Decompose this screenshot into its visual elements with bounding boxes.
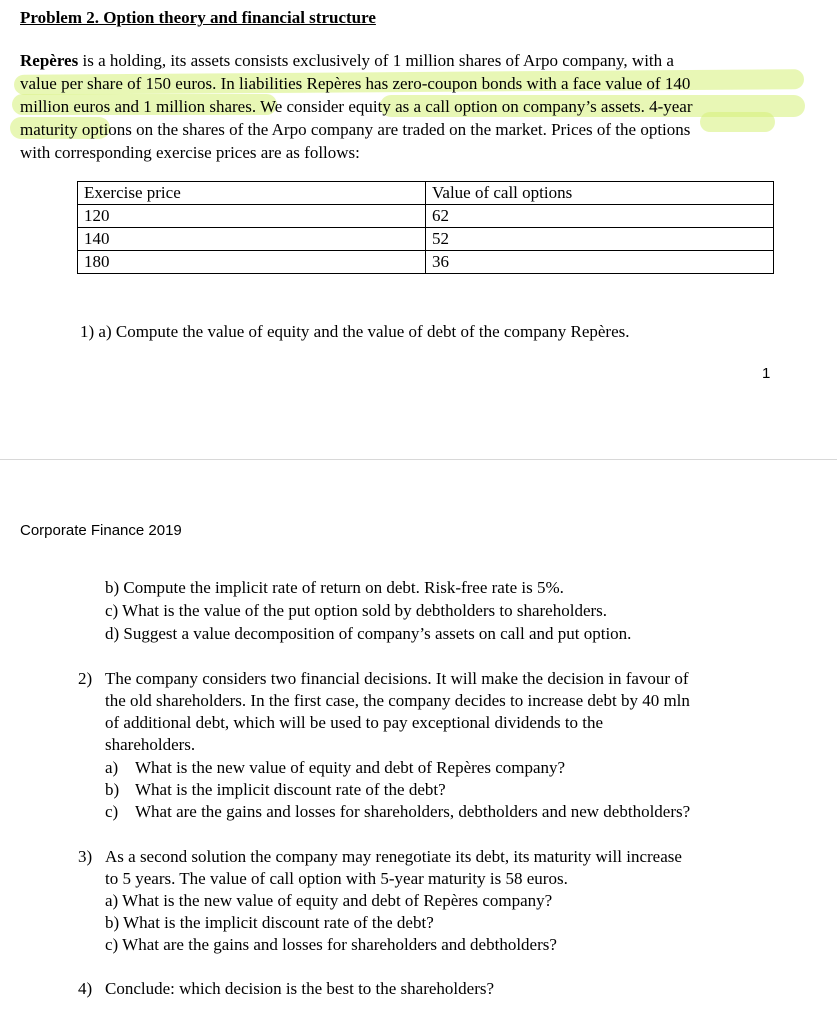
options-table [77,181,774,274]
table-cell: 120 [78,205,426,228]
table-header-cell: Exercise price [78,182,426,205]
page-divider [0,459,837,460]
table-cell: 180 [78,251,426,274]
highlight-mark [700,112,775,132]
question-line: Conclude: which decision is the best to the shareholders? [105,979,495,998]
question-line: The company considers two financial decisions. It will make the decision in favour of [105,669,689,688]
table-row [78,228,774,251]
company-name: Repères [20,51,79,70]
page-number: 1 [762,365,771,382]
intro-text: maturity options on the shares of the Arpo company are traded on the market. Prices of the options [20,120,691,139]
table-cell: 36 [426,251,774,274]
question-1b: b) Compute the implicit rate of return on debt. Risk-free rate is 5%. [105,578,564,597]
sub-label: c) [105,802,119,821]
question-line: c) What are the gains and losses for shareholders and debtholders? [105,935,557,954]
question-number: 4) [78,979,93,998]
question-1c: c) What is the value of the put option sold by debtholders to shareholders. [105,601,608,620]
table-cell: 62 [426,205,774,228]
intro-text: value per share of 150 euros. In liabilities Repères has zero-coupon bonds with a face value of 140 [20,74,691,93]
question-line: to 5 years. The value of call option with 5-year maturity is 58 euros. [105,869,568,888]
question-line: As a second solution the company may renegotiate its debt, its maturity will increase [105,847,682,866]
intro-line [20,141,360,164]
question-line: of additional debt, which will be used to pay exceptional dividends to the [105,713,604,732]
intro-text: million euros and 1 million shares. We consider equity as a call option on company’s assets. 4-year [20,97,693,116]
table-cell: 52 [426,228,774,251]
table-row [78,205,774,228]
intro-text: with corresponding exercise prices are as follows: [20,143,360,162]
page-header: Corporate Finance 2019 [20,522,182,539]
sub-label: b) [105,780,120,799]
sub-question: What are the gains and losses for shareholders, debtholders and new debtholders? [135,802,691,821]
intro-line [20,118,690,141]
question-line: a) What is the new value of equity and debt of Repères company? [105,891,553,910]
question-line: shareholders. [105,735,196,754]
problem-title: Problem 2. Option theory and financial structure [20,8,376,27]
question-1a: 1) a) Compute the value of equity and the value of debt of the company Repères. [80,322,630,341]
intro-line [20,49,674,72]
table-header-row [78,182,774,205]
intro-line [20,95,693,118]
question-line: the old shareholders. In the first case, the company decides to increase debt by 40 mln [105,691,690,710]
sub-question: What is the new value of equity and debt of Repères company? [135,758,566,777]
sub-question: What is the implicit discount rate of the debt? [135,780,446,799]
table-cell: 140 [78,228,426,251]
question-number: 3) [78,847,93,866]
intro-line [20,72,690,95]
intro-text: is a holding, its assets consists exclusively of 1 million shares of Arpo company, with a [78,51,674,70]
question-1d: d) Suggest a value decomposition of company’s assets on call and put option. [105,624,632,643]
question-line: b) What is the implicit discount rate of the debt? [105,913,434,932]
sub-label: a) [105,758,119,777]
question-number: 2) [78,669,93,688]
table-header-cell: Value of call options [426,182,774,205]
table-row [78,251,774,274]
